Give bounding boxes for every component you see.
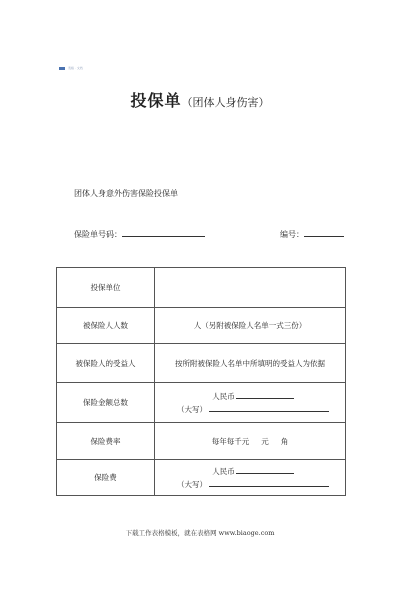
policy-number-blank[interactable] bbox=[122, 228, 205, 237]
header-text: 表格 · 文档 bbox=[68, 66, 83, 70]
application-table bbox=[56, 267, 346, 496]
row-label: 被保险人的受益人 bbox=[57, 344, 155, 383]
serial-number-blank[interactable] bbox=[304, 228, 344, 237]
premium-cell bbox=[155, 460, 346, 496]
table-row bbox=[57, 308, 346, 344]
rmb-blank[interactable] bbox=[236, 390, 294, 399]
rmb-label: 人民币 bbox=[212, 391, 235, 401]
form-name: 团体人身意外伤害保险投保单 bbox=[74, 189, 178, 198]
row-label: 投保单位 bbox=[57, 268, 155, 308]
rmb-line bbox=[161, 465, 345, 478]
row-label: 保险费 bbox=[57, 460, 155, 496]
rate-yuan: 元 bbox=[261, 436, 269, 446]
upper-line bbox=[161, 478, 345, 491]
logo-icon bbox=[59, 67, 65, 70]
serial-number-label: 编号： bbox=[280, 230, 304, 239]
sum-insured-cell bbox=[155, 383, 346, 423]
table-row bbox=[57, 383, 346, 423]
row-label: 保险费率 bbox=[57, 423, 155, 460]
rmb-line bbox=[161, 390, 345, 403]
policy-number-field bbox=[74, 228, 205, 240]
table-row bbox=[57, 344, 346, 383]
table-row bbox=[57, 268, 346, 308]
page-title bbox=[0, 88, 400, 111]
upper-line bbox=[161, 403, 345, 416]
beneficiary-cell: 按所附被保险人名单中所填明的受益人为依据 bbox=[155, 344, 346, 383]
rmb-label: 人民币 bbox=[212, 466, 235, 476]
rate-jiao: 角 bbox=[280, 436, 289, 446]
policy-number-label: 保险单号码： bbox=[74, 230, 122, 239]
upper-blank[interactable] bbox=[209, 403, 329, 412]
insured-count-cell[interactable]: 人（另附被保险人名单一式三份） bbox=[155, 308, 346, 344]
title-sub: （团体人身伤害） bbox=[181, 96, 270, 109]
upper-label: （大写） bbox=[177, 404, 207, 414]
rmb-blank[interactable] bbox=[236, 465, 294, 474]
title-main: 投保单 bbox=[130, 91, 182, 110]
meta-line bbox=[74, 228, 346, 240]
premium-rate-cell bbox=[155, 423, 346, 460]
rate-per-thousand: 每年每千元 bbox=[211, 436, 250, 446]
header-mark bbox=[59, 67, 83, 70]
upper-label: （大写） bbox=[177, 479, 207, 489]
upper-blank[interactable] bbox=[209, 478, 329, 487]
page-footer: 下载工作表格模板，就在表格网 www.biaoge.com bbox=[125, 529, 275, 537]
row-label: 被保险人人数 bbox=[57, 308, 155, 344]
table-row bbox=[57, 423, 346, 460]
rate-line bbox=[212, 436, 289, 447]
serial-number-field bbox=[280, 228, 344, 240]
table-row bbox=[57, 460, 346, 496]
row-label: 保险金额总数 bbox=[57, 383, 155, 423]
insured-unit-cell[interactable] bbox=[155, 268, 346, 308]
